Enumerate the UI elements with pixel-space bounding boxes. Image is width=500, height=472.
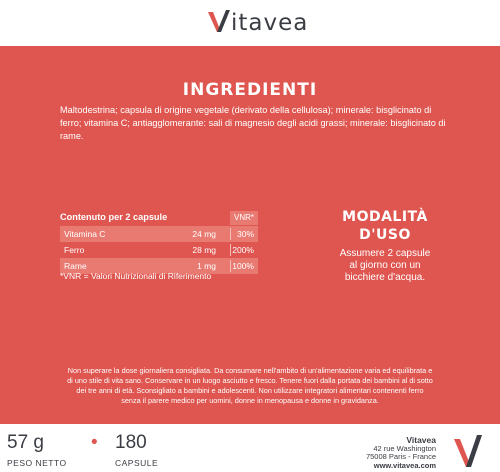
logo-v-icon [446,429,488,471]
table-row [60,226,258,242]
nutrient-name: Rame [64,261,87,271]
vnr-header: VNR* [230,211,258,225]
column-divider [230,228,231,240]
nutrient-qty: 24 mg [192,229,216,239]
vitavea-logo [204,6,308,36]
warning-line: dei tre anni di età. Sconsigliato a bambini e adolescenti. Non utilizzare integratori alimentari contenenti ferro [76,386,424,395]
capsule-count: 180 [115,432,147,453]
warning-line: di uno stile di vita sano. Conservare in un luogo asciutto e fresco. Tenere fuori dalla portata dei bambini al di sotto [67,376,433,385]
usage-instructions [320,248,450,284]
address-line: 75008 Paris - France [365,452,436,461]
nutrient-vnr: 100% [232,261,254,271]
warning-line: senza il parere medico per uomini, donne in menopausa e donne in gravidanza. [121,396,379,405]
logo-text: itavea [231,10,309,36]
address-line: 42 rue Washington [373,443,436,453]
separator-dot: • [91,432,98,453]
header [0,0,500,46]
usage-line: Assumere 2 capsule [339,248,431,259]
capsule-count-label: CAPSULE [115,458,159,468]
vnr-footnote: *VNR = Valori Nutrizionali di Riferimento [60,271,212,281]
website-link[interactable]: www.vitavea.com [373,460,436,470]
logo-v-icon [204,6,234,36]
ingredients-text: Maltodestrina; capsula di origine vegetale (derivato della cellulosa); minerale: bisglicinato di ferro; vitamina C; antiagglomerante: sali di magnesio degli acidi grassi; minerale: bisglicinato di rame. [60,105,446,141]
usage-line: bicchiere d'acqua. [344,272,426,283]
column-divider [230,260,231,272]
usage-title-line: MODALITÀ [342,209,428,225]
usage-title [325,208,445,244]
warning-line: Non superare la dose giornaliera consigliata. Da consumare nell'ambito di un'alimentazione varia ed equilibrata e [67,366,433,375]
nutrient-qty: 1 mg [197,261,216,271]
net-weight: 57 g [7,432,44,453]
nutrition-table [60,226,258,274]
footer [0,424,500,472]
nutrient-vnr: 30% [236,229,254,239]
nutrient-qty: 28 mg [192,245,216,255]
nutrient-name: Vitamina C [64,229,106,239]
usage-title-line: D'USO [359,227,411,243]
column-divider [230,244,231,256]
net-weight-label: PESO NETTO [7,458,67,468]
nutrient-vnr: 200% [232,245,254,255]
usage-line: al giorno con un [349,260,421,271]
warning-text [56,366,444,406]
table-row [60,242,258,258]
nutrition-table-title: Contenuto per 2 capsule [60,212,168,222]
nutrient-name: Ferro [64,245,85,255]
company-name: Vitavea [406,435,436,445]
ingredients-title: INGREDIENTI [182,80,318,100]
company-address [366,436,436,470]
